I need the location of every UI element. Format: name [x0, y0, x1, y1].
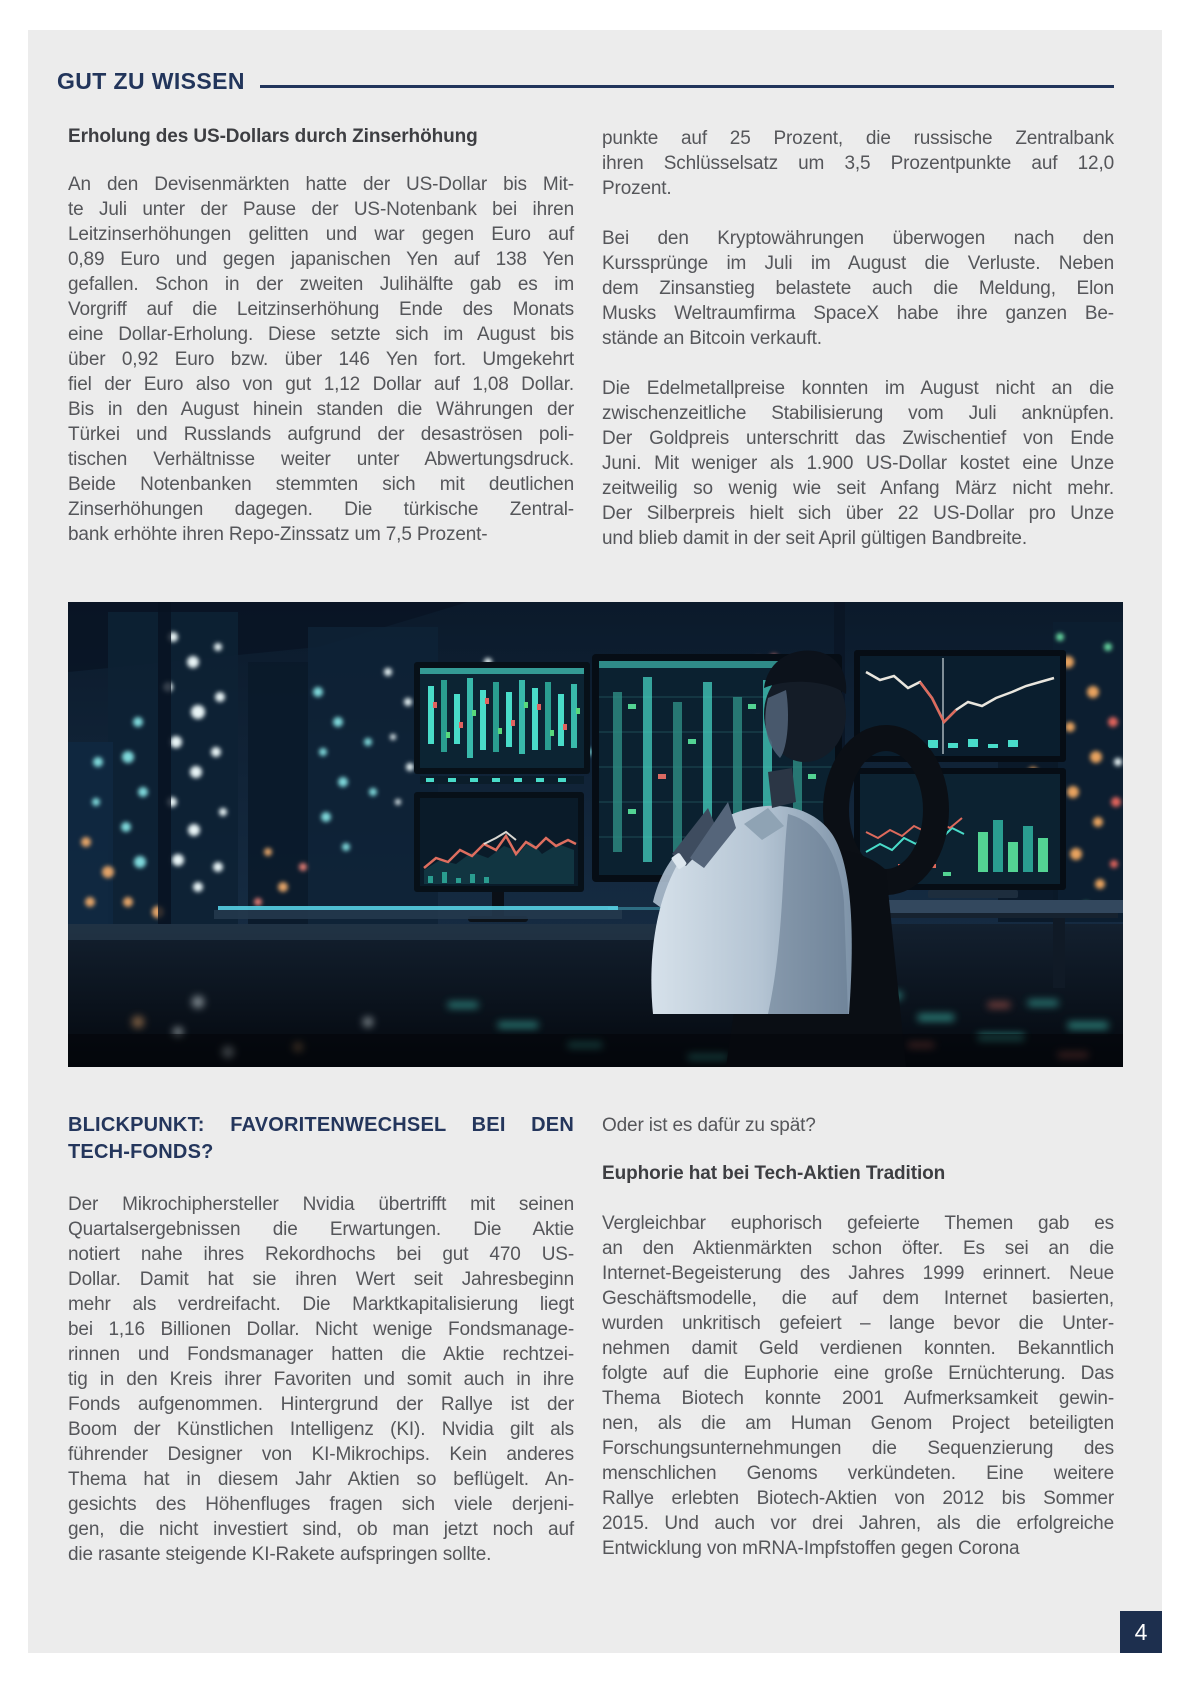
intro-line: Oder ist es dafür zu spät?	[602, 1115, 816, 1136]
currency-article-heading: Erholung des US-Dollars durch Zinserhöhung	[68, 126, 478, 147]
page-content	[28, 126, 1162, 1567]
tech-article	[68, 1112, 1114, 1567]
trading-room-photo	[68, 602, 1123, 1067]
currency-article	[68, 126, 1114, 551]
currency-left-column	[68, 126, 574, 551]
crypto-paragraph: Bei den Kryptowährungen überwogen nach den Kurssprünge im Juli im August die Verluste. Neben dem Zinsanstieg belastete auch die Meldung, Elon Musks Weltraumfirma SpaceX habe ihre ganzen Be- stände an Bitcoin verkauft.	[602, 228, 1114, 349]
precious-metals-paragraph: Die Edelmetallpreise konnten im August nicht an die zwischenzeitliche Stabilisierung vom Juli anknüpfen. Der Goldpreis unterschritt das Zwischentief von Ende Juni. Mit weniger als 1.900 US-Dollar kostet eine Unze zeitweilig so wenig wie seit Anfang März nicht mehr. Der Silberpreis hielt sich über 22 US-Dollar pro Unze und blieb damit in der seit April gültigen Bandbreite.	[602, 378, 1114, 549]
page-number: 4	[1134, 1618, 1148, 1645]
euphorie-paragraph: Vergleichbar euphorisch gefeierte Themen gab es an den Aktienmärkten schon öfter. Es sei an die Internet-Begeisterung des Jahres 1999 erinnert. Neue Geschäftsmodelle, die auf dem Internet basierten, wurden unkritisch gefeiert – lange bevor die Unter- nehmen damit Geld verdienen konnten. Bekanntlich folgte auf die Euphorie eine große Ernüchterung. Das Thema Biotech konnte 2001 Aufmerksamkeit gewin- nen, als die am Human Genom Project beteiligten Forschungsunternehmungen die Sequenzierung des menschlichen Genoms verkündeten. Eine weitere Rallye erlebten Biotech-Aktien von 2012 bis Sommer 2015. Und auch vor drei Jahren, als die erfolgreiche Entwicklung von mRNA-Impfstoffen gegen Corona	[602, 1213, 1114, 1559]
nvidia-paragraph: Der Mikrochiphersteller Nvidia übertrifft mit seinen Quartalsergebnissen die Erwartungen. Die Aktie notiert nahe ihres Rekordhochs bei gut 470 US- Dollar. Damit hat sie ihren Wert seit Jahresbeginn mehr als verdreifacht. Die Marktkapitalisierung liegt bei 1,16 Billionen Dollar. Nicht wenige Fondsmanage- rinnen und Fondsmanager hatten die Aktie rechtzei- tig in den Kreis ihrer Favoriten und somit auch in ihre Fonds aufgenommen. Hintergrund der Rallye ist der Boom der Künstlichen Intelligenz (KI). Nvidia gilt als führender Designer von KI-Mikrochips. Kein anderes Thema hat in diesem Jahr Aktien so beflügelt. An- gesichts des Höhenfluges fragen sich viele derjeni- gen, die nicht investiert sind, ob man jetzt noch auf die rasante steigende KI-Rakete aufspringen sollte.	[68, 1194, 574, 1565]
page-number-badge	[1120, 1611, 1162, 1653]
newsletter-page	[28, 30, 1162, 1653]
currency-paragraph-left: An den Devisenmärkten hatte der US-Dollar bis Mit- te Juli unter der Pause der US-Notenbank bei ihren Leitzinserhöhungen gelitten und war gegen Euro auf 0,89 Euro und gegen japanischen Yen auf 138 Yen gefallen. Schon in der zweiten Julihälfte gab es im Vorgriff auf die Leitzinserhöhung Ende des Monats eine Dollar-Erholung. Diese setzte sich im August bis über 0,92 Euro bzw. über 146 Yen fort. Umgekehrt fiel der Euro also von gut 1,12 Dollar auf 1,08 Dollar. Bis in den August hinein standen die Währungen der Türkei und Russlands aufgrund der desaströsen poli- tischen Verhältnisse weiter unter Abwertungsdruck. Beide Notenbanken stemmten sich mit deutlichen Zinserhöhungen dagegen. Die türkische Zentral- bank erhöhte ihren Repo-Zinssatz um 7,5 Prozent-	[68, 174, 574, 545]
blickpunkt-heading: BLICKPUNKT: FAVORITENWECHSEL BEI DEN TECH-FONDS?	[68, 1114, 574, 1163]
currency-paragraph-continuation: punkte auf 25 Prozent, die russische Zentralbank ihren Schlüsselsatz um 3,5 Prozentpunkte auf 12,0 Prozent.	[602, 128, 1114, 199]
monitor-candles	[414, 662, 590, 784]
page-kicker: GUT ZU WISSEN	[57, 68, 245, 94]
trading-room-illustration	[68, 602, 1123, 1067]
euphorie-subheading: Euphorie hat bei Tech-Aktien Tradition	[602, 1163, 946, 1184]
header-rule	[260, 85, 1114, 88]
tech-right-column	[602, 1112, 1114, 1567]
section-header	[28, 30, 1162, 95]
tech-left-column	[68, 1112, 574, 1567]
currency-right-column	[602, 126, 1114, 551]
